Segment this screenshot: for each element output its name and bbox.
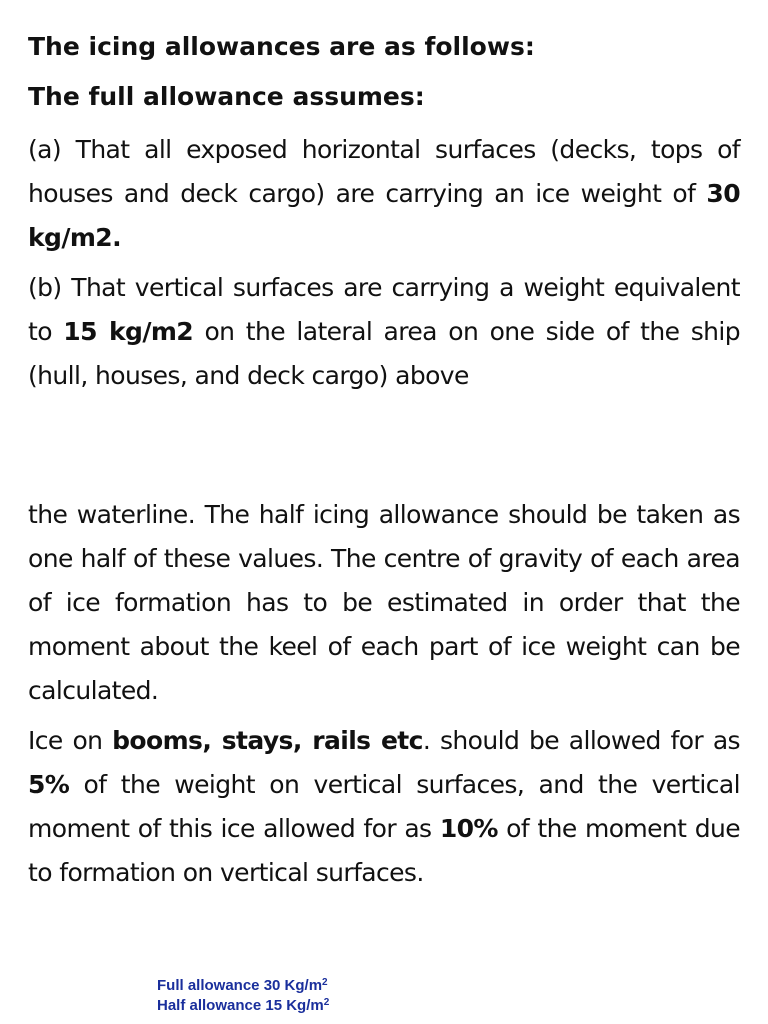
heading-full-allowance: The full allowance assumes: xyxy=(28,82,425,111)
paragraph-d-bold-2: 5% xyxy=(28,770,70,799)
paragraph-b-text-2: on the lateral area on one side of the ship (hull, houses, and deck cargo) above xyxy=(28,317,741,390)
paragraph-d-bold-3: 10% xyxy=(439,814,498,843)
paragraph-b-bold: 15 kg/m2 xyxy=(63,317,194,346)
paragraph-b xyxy=(28,266,740,398)
footnote-half-text: Half allowance 15 Kg/m xyxy=(157,997,324,1014)
footnote-full-superscript: 2 xyxy=(322,977,328,988)
paragraph-d-text-1: Ice on xyxy=(28,726,113,755)
footnote-full-text: Full allowance 30 Kg/m xyxy=(157,977,323,994)
paragraph-c: the waterline. The half icing allowance should be taken as one half of these values. The centre of gravity of each area of ice formation has to be estimated in order that the moment about the keel of each part of ice weight can be calculated. xyxy=(28,500,740,705)
paragraph-d xyxy=(28,719,740,895)
footnote-half-superscript: 2 xyxy=(323,997,330,1008)
paragraph-a-bold: 30 kg/m2. xyxy=(28,179,740,252)
paragraph-d-bold-1: booms, stays, rails etc xyxy=(112,726,423,755)
paragraph-a-text: (a) That all exposed horizontal surfaces (decks, tops of houses and deck cargo) are carrying an ice weight of xyxy=(28,135,740,208)
paragraph-d-text-4: of the moment due to formation on vertical surfaces. xyxy=(28,814,740,887)
paragraph-a xyxy=(28,128,740,260)
heading-icing-allowances: The icing allowances are as follows: xyxy=(28,32,535,61)
paragraph-d-text-2: . should be allowed for as xyxy=(422,726,740,755)
footnote-full-allowance xyxy=(157,976,329,996)
allowance-footnote xyxy=(157,976,329,1016)
paragraph-b-text-1: (b) That vertical surfaces are carrying a weight equivalent to xyxy=(28,273,740,346)
footnote-half-allowance xyxy=(157,996,329,1016)
paragraph-d-text-3: of the weight on vertical surfaces, and the vertical moment of this ice allowed for as xyxy=(28,770,740,843)
